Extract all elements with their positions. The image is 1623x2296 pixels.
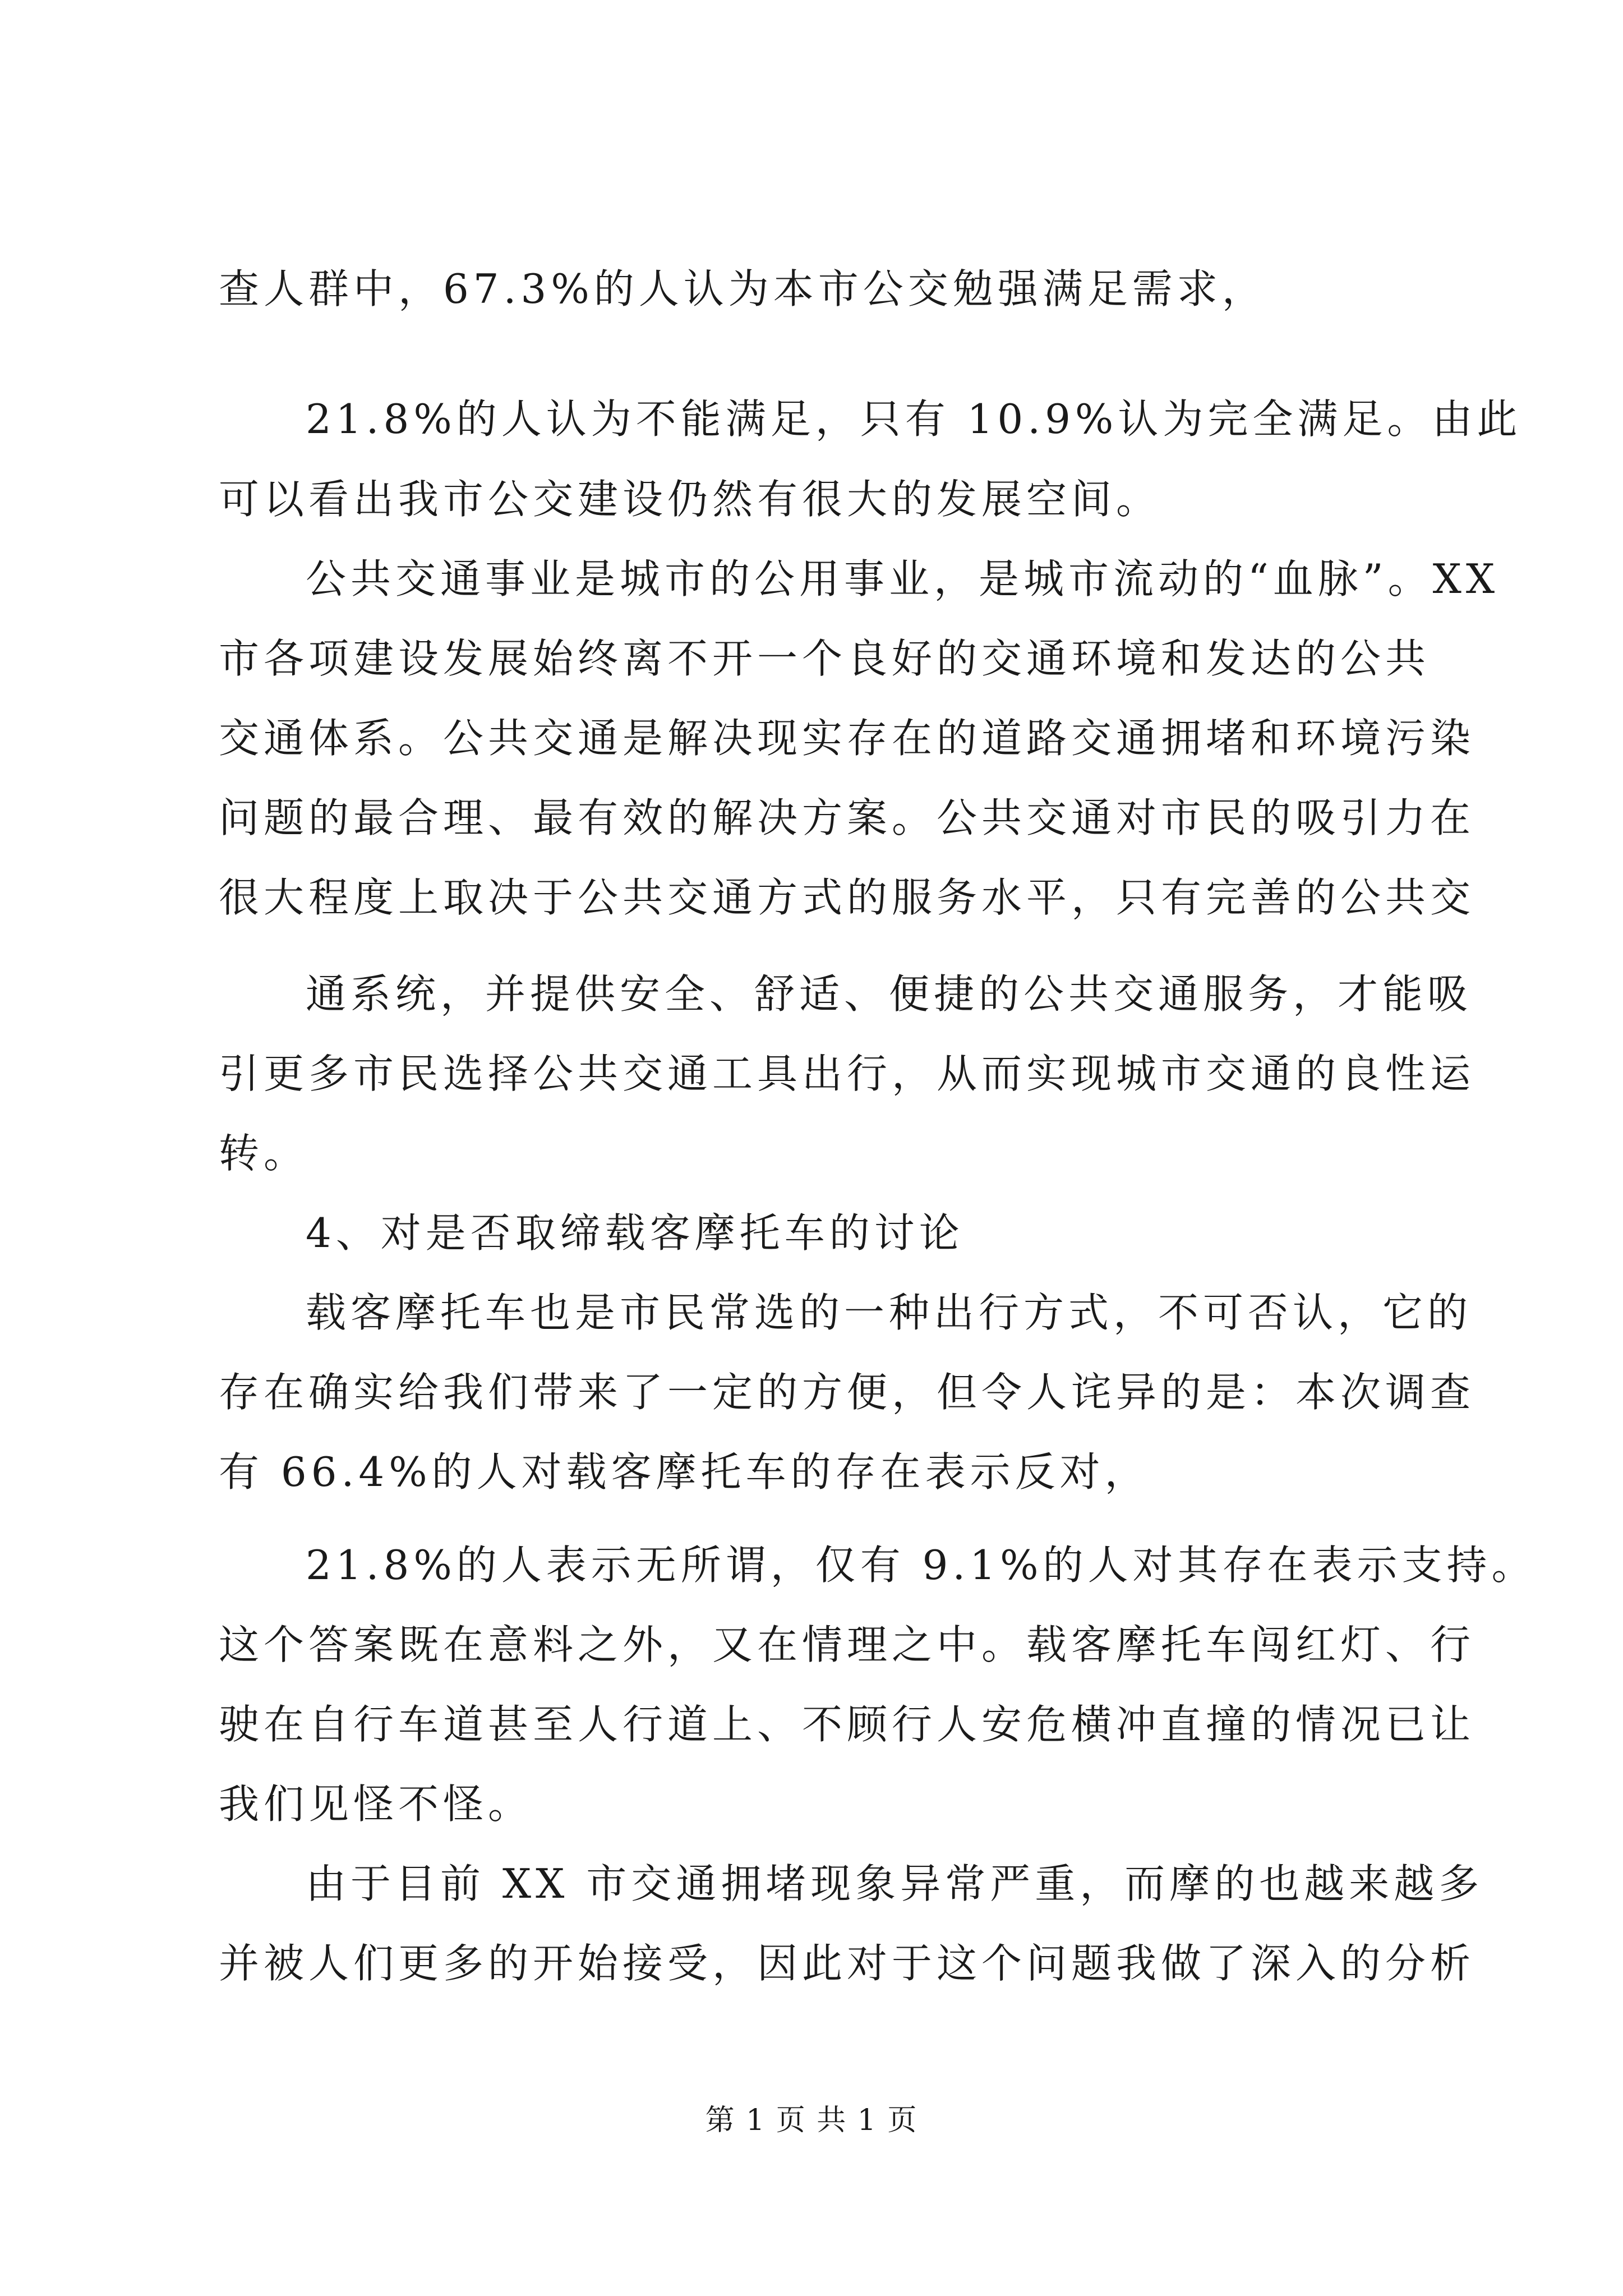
text-line: 查人群中，67.3%的人认为本市公交勉强满足需求， [219,265,1267,312]
text-line: 引更多市民选择公共交通工具出行，从而实现城市交通的良性运 [219,1050,1476,1097]
text-line: 存在确实给我们带来了一定的方便，但令人诧异的是：本次调查 [219,1369,1476,1416]
page-number-footer: 第 1 页 共 1 页 [705,2104,918,2137]
text-line: 很大程度上取决于公共交通方式的服务水平，只有完善的公共交 [219,874,1476,921]
text-line: 转。 [219,1130,309,1177]
text-line: 我们见怪不怪。 [219,1780,533,1828]
text-line: 载客摩托车也是市民常选的一种出行方式，不可否认，它的 [306,1289,1473,1336]
text-line: 由于目前 XX 市交通拥堵现象异常严重，而摩的也越来越多 [306,1860,1484,1907]
text-line: 21.8%的人表示无所谓，仅有 9.1%的人对其存在表示支持。 [306,1542,1537,1589]
text-line: 可以看出我市公交建设仍然有很大的发展空间。 [219,476,1161,523]
text-line: 驶在自行车道甚至人行道上、不顾行人安危横冲直撞的情况已让 [219,1701,1476,1748]
text-line: 并被人们更多的开始接受，因此对于这个问题我做了深入的分析 [219,1940,1476,1987]
text-line: 市各项建设发展始终离不开一个良好的交通环境和发达的公共 [219,635,1431,682]
text-line: 问题的最合理、最有效的解决方案。公共交通对市民的吸引力在 [219,794,1476,841]
text-line: 21.8%的人认为不能满足，只有 10.9%认为完全满足。由此 [306,395,1522,443]
section-heading: 4、对是否取缔载客摩托车的讨论 [306,1209,964,1257]
text-line: 这个答案既在意料之外，又在情理之中。载客摩托车闯红灯、行 [219,1621,1476,1668]
text-line: 公共交通事业是城市的公用事业，是城市流动的“血脉”。XX [306,555,1500,602]
text-line: 通系统，并提供安全、舒适、便捷的公共交通服务，才能吸 [306,970,1473,1018]
text-line: 有 66.4%的人对载客摩托车的存在表示反对， [219,1448,1150,1496]
text-line: 交通体系。公共交通是解决现实存在的道路交通拥堵和环境污染 [219,715,1476,762]
